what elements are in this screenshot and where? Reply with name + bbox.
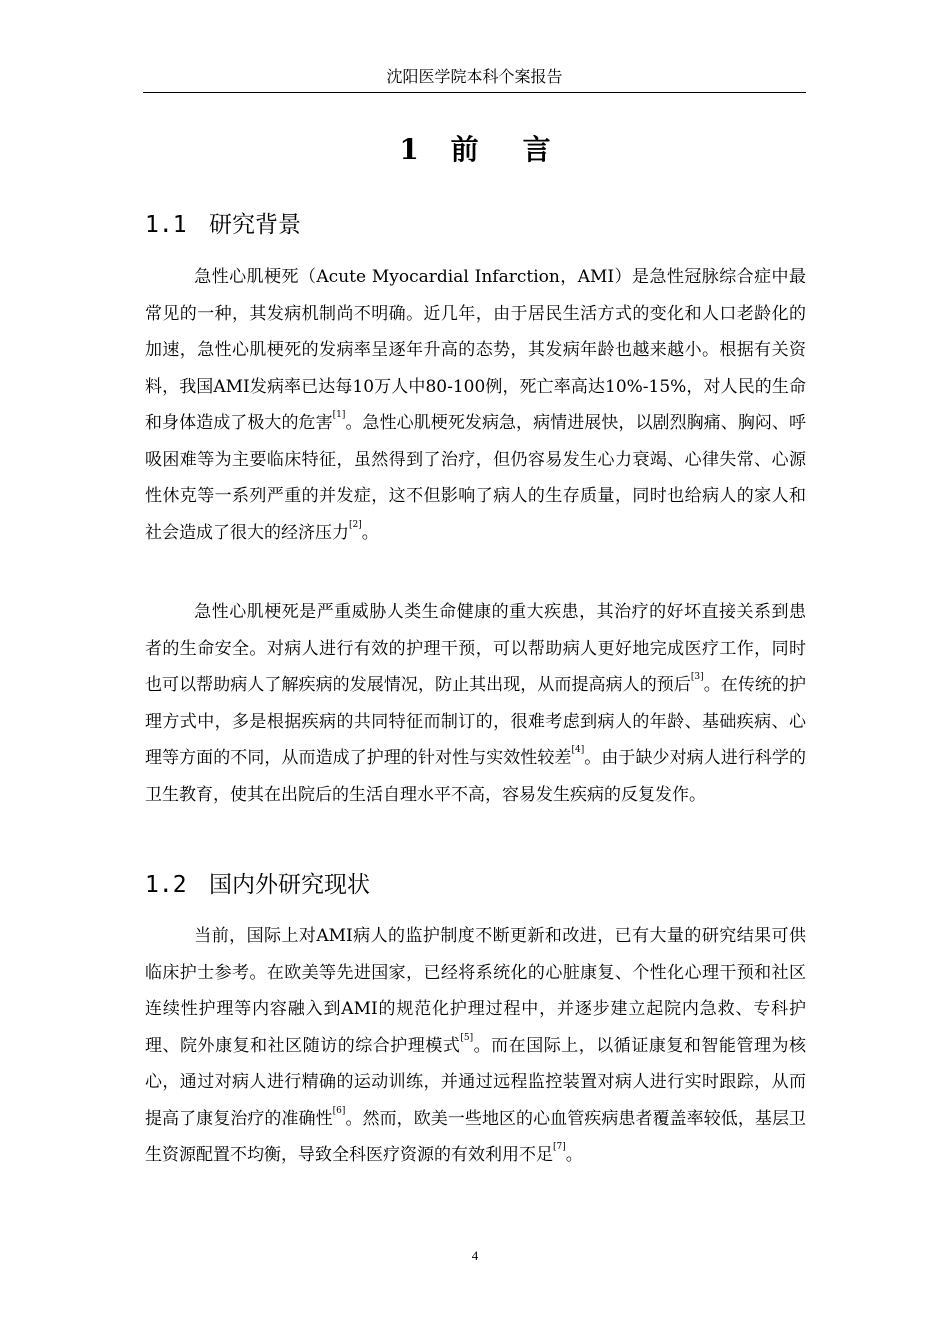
citation: [2] bbox=[349, 519, 362, 530]
paragraph-text: 。 bbox=[565, 1145, 583, 1165]
section-number: 1.2 bbox=[145, 872, 187, 898]
paragraph-text: 。在传统的护理方式中，多是根据疾病的共同特征而制订的，很难考虑到病人的年龄、基础疾病、心理等方面的不同，从而造成了护理的针对性与实效性较差 bbox=[145, 675, 807, 768]
citation: [3] bbox=[690, 672, 704, 682]
chapter-title-part1: 前 bbox=[450, 133, 479, 166]
section-heading bbox=[145, 210, 301, 240]
body-paragraph bbox=[145, 259, 806, 551]
chapter-title-part2: 言 bbox=[522, 133, 551, 166]
paragraph-text: 。由于缺少对病人进行科学的卫生教育，使其在出院后的生活自理水平不高，容易发生疾病的反复发作。 bbox=[145, 748, 807, 805]
section-title: 研究背景 bbox=[209, 212, 301, 238]
header-title: 沈阳医学院本科个案报告 bbox=[386, 67, 563, 86]
paragraph-text: 急性心肌梗死是严重威胁人类生命健康的重大疾患，其治疗的好坏直接关系到患者的生命安全。对病人进行有效的护理干预，可以帮助病人更好地完成医疗工作，同时也可以帮助病人了解疾病的发展情况，防止其出现，从而提高病人的预后 bbox=[145, 602, 806, 695]
citation: [6] bbox=[332, 1105, 346, 1116]
page-header bbox=[143, 66, 806, 93]
paragraph-text: 当前，国际上对AMI病人的监护制度不断更新和改进，已有大量的研究结果可供临床护士参考。在欧美等先进国家，已经将系统化的心脏康复、个性化心理干预和社区连续性护理等内容融入到AMI的规范化护理过程中，并逐步建立起院内急救、专科护理、院外康复和社区随访的综合护理模式 bbox=[145, 926, 806, 1056]
section-title: 国内外研究现状 bbox=[209, 872, 370, 898]
section-heading bbox=[145, 870, 370, 900]
citation: [7] bbox=[553, 1142, 566, 1152]
chapter-number: 1 bbox=[399, 133, 419, 166]
page-number: 4 bbox=[471, 1248, 479, 1263]
paragraph-text: 急性心肌梗死（Acute Myocardial Infarction，AMI）是急性冠脉综合症中最常见的一种，其发病机制尚不明确。近几年，由于居民生活方式的变化和人口老龄化的加速，急性心肌梗死的发病率呈逐年升高的态势，其发病年龄也越来越小。根据有关资料，我国AMI发病率已达每10万人中80-100例，死亡率高达10%-15%，对人民的生命和身体造成了极大的危害 bbox=[145, 267, 806, 433]
paragraph-text: 。然而，欧美一些地区的心血管疾病患者覆盖率较低，基层卫生资源配置不均衡，导致全科医疗资源的有效利用不足 bbox=[145, 1108, 807, 1165]
body-paragraph bbox=[145, 918, 806, 1174]
chapter-title bbox=[0, 130, 950, 170]
citation: [4] bbox=[571, 745, 585, 755]
paragraph-text: 。而在国际上，以循证康复和智能管理为核心，通过对病人进行精确的运动训练，并通过远程监控装置对病人进行实时跟踪，从而提高了康复治疗的准确性 bbox=[145, 1035, 807, 1129]
citation: [5] bbox=[460, 1032, 474, 1043]
body-paragraph bbox=[145, 594, 806, 813]
paragraph-text: 。急性心肌梗死发病急，病情进展快，以剧烈胸痛、胸闷、呼吸困难等为主要临床特征，虽然得到了治疗，但仍容易发生心力衰竭、心律失常、心源性休克等一系列严重的并发症，这不但影响了病人的生存质量，同时也给病人的家人和社会造成了很大的经济压力 bbox=[145, 413, 807, 543]
citation: [1] bbox=[332, 410, 346, 420]
section-number: 1.1 bbox=[145, 212, 187, 238]
paragraph-text: 。 bbox=[361, 522, 379, 543]
